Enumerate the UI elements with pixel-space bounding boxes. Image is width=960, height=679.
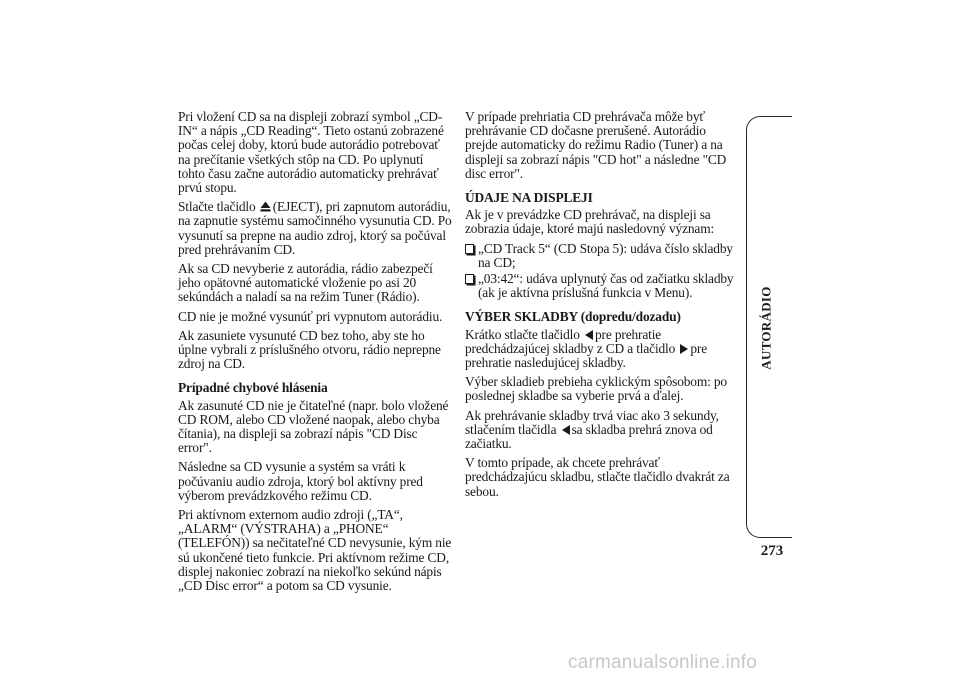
- paragraph-cd-insert: Pri vložení CD sa na displeji zobrazí symbol „CD-IN“ a nápis „CD Reading“. Tieto ostanú zobrazené počas celej doby, ktorú bude autorádio potrebovať na prečítanie všetkých stôp na CD. Po uplynutí tohto času začne autorádio automaticky prehrávať prvú stopu.: [178, 109, 444, 196]
- left-column: [178, 110, 453, 598]
- watermark: carmanualsonline.info: [568, 652, 758, 673]
- triangle-right-icon: [680, 344, 688, 354]
- restart-text-b: sa skladba prehrá znova od začiatku.: [465, 421, 713, 452]
- triangle-left-icon: [562, 425, 570, 435]
- heading-display-info: ÚDAJE NA DISPLEJI: [465, 190, 593, 206]
- checkbox-bullet-icon: [465, 244, 474, 254]
- triangle-left-icon: [585, 330, 593, 340]
- right-column: [465, 110, 740, 504]
- paragraph-disc-error: Ak zasunuté CD nie je čitateľné (napr. bolo vložené CD ROM, alebo CD vložené naopak, alebo chyba čítania), na displeji sa zobrazí nápis "CD Disc error".: [178, 397, 449, 456]
- heading-track-selection: VÝBER SKLADBY (dopredu/dozadu): [465, 309, 681, 325]
- paragraph-return-source: Následne sa CD vysunie a systém sa vráti k počúvaniu audio zdroja, ktorý bol aktívny pred výberom prevádzkového režimu CD.: [178, 459, 423, 503]
- list-item: [465, 272, 740, 300]
- paragraph-eject: [178, 200, 453, 257]
- paragraph-track-buttons: [465, 328, 740, 371]
- subheading-error-messages: Prípadné chybové hlásenia: [178, 380, 328, 396]
- track-text-b: pre prehratie predchádzajúcej skladby z CD a tlačidlo: [465, 326, 676, 356]
- checkbox-bullet-icon: [465, 274, 474, 284]
- list-item: [465, 242, 740, 270]
- section-tab-text: AUTORÁDIO: [759, 286, 774, 370]
- paragraph-double-press: V tomto prípade, ak chcete prehrávať predchádzajúcu skladbu, stlačte tlačidlo dvakrát za sebou.: [465, 455, 730, 499]
- restart-text-a: Ak prehrávanie skladby trvá viac ako 3 sekundy, stlačením tlačidla: [465, 407, 719, 437]
- eject-text-before: Stlačte tlačidlo: [178, 199, 256, 215]
- track-text-c: pre prehratie nasledujúcej skladby.: [465, 340, 708, 371]
- page-number: 273: [760, 543, 784, 559]
- eject-icon: [260, 201, 271, 212]
- paragraph-cyclic: Výber skladieb prebieha cyklickým spôsobom: po poslednej skladbe sa vyberie prvá a ďalej.: [465, 374, 727, 404]
- paragraph-restart-track: [465, 409, 740, 452]
- paragraph-display-intro: Ak je v prevádzke CD prehrávač, na displeji sa zobrazia údaje, ktoré majú nasledovný význam:: [465, 207, 715, 237]
- paragraph-reinsert-note: Ak zasuniete vysunuté CD bez toho, aby ste ho úplne vybrali z príslušného otvoru, rádio neprepne zdroj na CD.: [178, 327, 441, 372]
- track-text-a: Krátko stlačte tlačidlo: [465, 326, 580, 342]
- eject-text-after: (EJECT), pri zapnutom autorádiu, na zapnutie systému samočinného vysunutia CD. Po vysunutí sa prepne na audio zdroj, ktorý sa počúval pred prehrávaním CD.: [178, 199, 452, 257]
- list-item-text: „03:42“: udáva uplynutý čas od začiatku skladby (ak je aktívna príslušná funkcia v Menu).: [478, 271, 734, 301]
- paragraph-auto-reinsert: Ak sa CD nevyberie z autorádia, rádio zabezpečí jeho opätovné automatické vloženie po asi 20 sekúndách a naladí sa na režim Tuner (Rádio).: [178, 261, 433, 305]
- section-tab-label: [756, 283, 778, 373]
- display-info-list: [465, 242, 740, 301]
- paragraph-overheat: V prípade prehriatia CD prehrávača môže byť prehrávanie CD dočasne prerušené. Autorádio prejde automaticky do režimu Radio (Tuner) a na displeji sa zobrazí nápis "CD hot" a následne "CD disc error".: [465, 109, 727, 181]
- paragraph-no-eject-off: CD nie je možné vysunúť pri vypnutom autorádiu.: [178, 308, 443, 324]
- paragraph-external-source: Pri aktívnom externom audio zdroji („TA“, „ALARM“ (VÝSTRAHA) a „PHONE“ (TELEFÓN)) sa nečitateľné CD nevysunie, kým nie sú ukončené tieto funkcie. Pri aktívnom režime CD, displej nakoniec zobrazí na niekoľko sekúnd nápis „CD Disc error“ a potom sa CD vysunie.: [178, 507, 452, 594]
- list-item-text: „CD Track 5“ (CD Stopa 5): udáva číslo skladby na CD;: [478, 240, 733, 270]
